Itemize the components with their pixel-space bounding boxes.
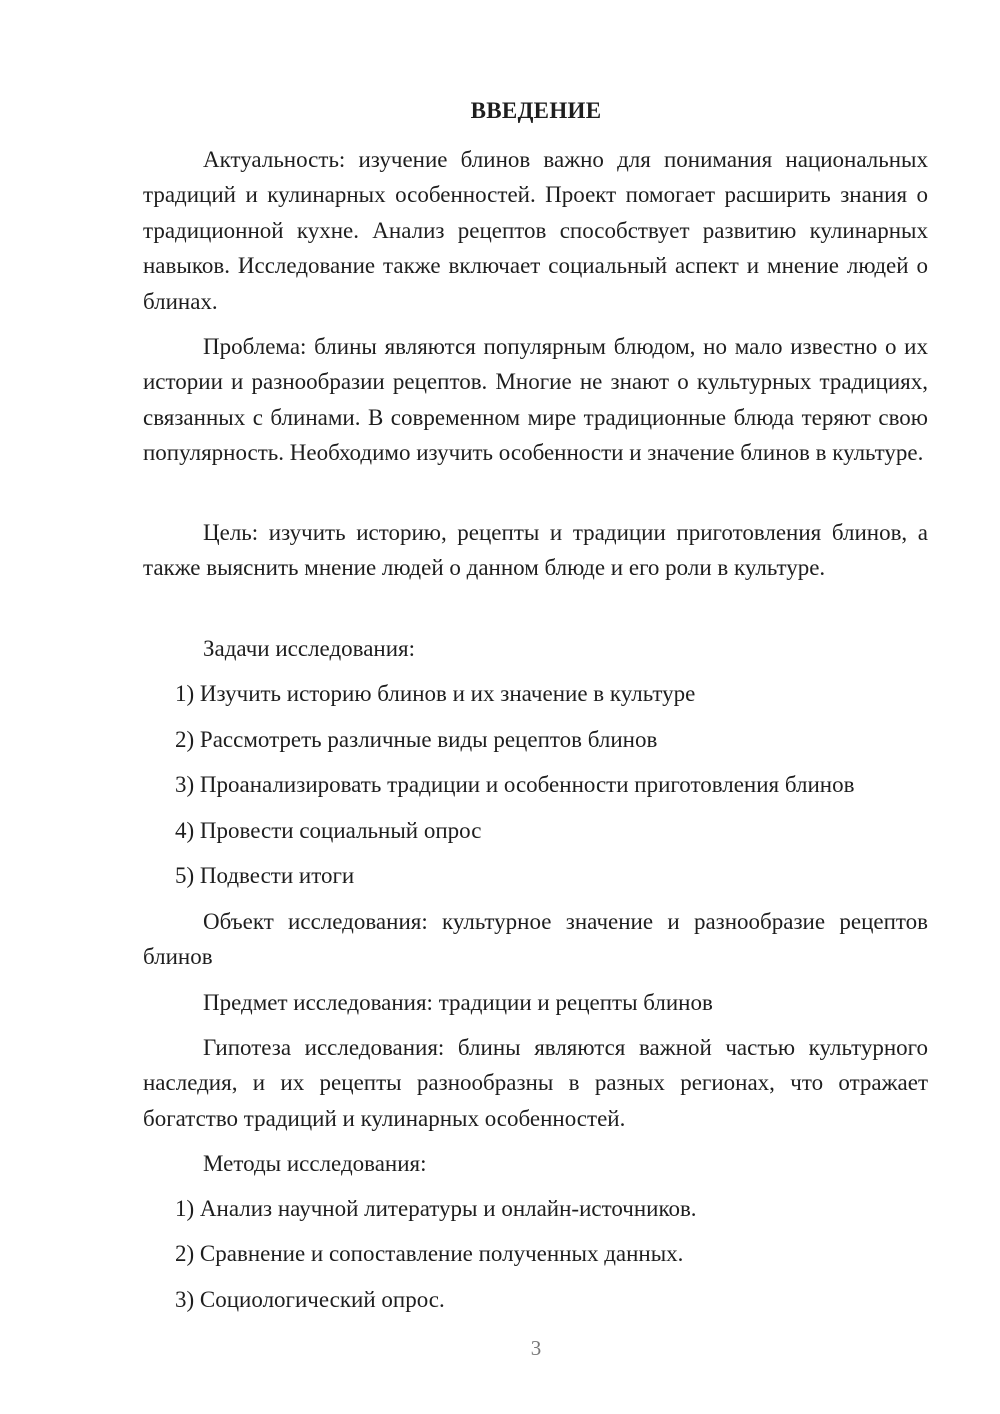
paragraph-object: Объект исследования: культурное значение и разнообразие рецептов блинов [143, 909, 928, 970]
task-item-5: 5) Подвести итоги [175, 863, 355, 888]
tasks-heading: Задачи исследования: [203, 636, 416, 661]
method-item-1: 1) Анализ научной литературы и онлайн-источников. [175, 1196, 697, 1221]
method-item-2: 2) Сравнение и сопоставление полученных данных. [175, 1241, 684, 1266]
paragraph-hypothesis: Гипотеза исследования: блины являются важной частью культурного наследия, и их рецепты разнообразны в разных регионах, что отражает богатство традиций и кулинарных особенностей. [143, 1035, 928, 1131]
page-title: ВВЕДЕНИЕ [470, 98, 602, 123]
task-item-3: 3) Проанализировать традиции и особенности приготовления блинов [175, 772, 855, 797]
page-number: 3 [530, 1336, 542, 1360]
task-item-4: 4) Провести социальный опрос [175, 818, 482, 843]
paragraph-goal: Цель: изучить историю, рецепты и традиции приготовления блинов, а также выяснить мнение людей о данном блюде и его роли в культуре. [143, 520, 928, 581]
paragraph-relevance: Актуальность: изучение блинов важно для понимания национальных традиций и кулинарных особенностей. Проект помогает расширить знания о традиционной кухне. Анализ рецептов способствует развитию кулинарных навыков. Исследование также включает социальный аспект и мнение людей о блинах. [143, 147, 928, 314]
task-item-2: 2) Рассмотреть различные виды рецептов блинов [175, 727, 658, 752]
task-item-1: 1) Изучить историю блинов и их значение в культуре [175, 681, 696, 706]
method-item-3: 3) Социологический опрос. [175, 1287, 445, 1312]
paragraph-subject: Предмет исследования: традиции и рецепты блинов [203, 990, 713, 1015]
methods-heading: Методы исследования: [203, 1151, 427, 1176]
paragraph-problem: Проблема: блины являются популярным блюдом, но мало известно о их истории и разнообразии рецептов. Многие не знают о культурных традициях, связанных с блинами. В современном мире традиционные блюда теряют свою популярность. Необходимо изучить особенности и значение блинов в культуре. [143, 334, 928, 466]
